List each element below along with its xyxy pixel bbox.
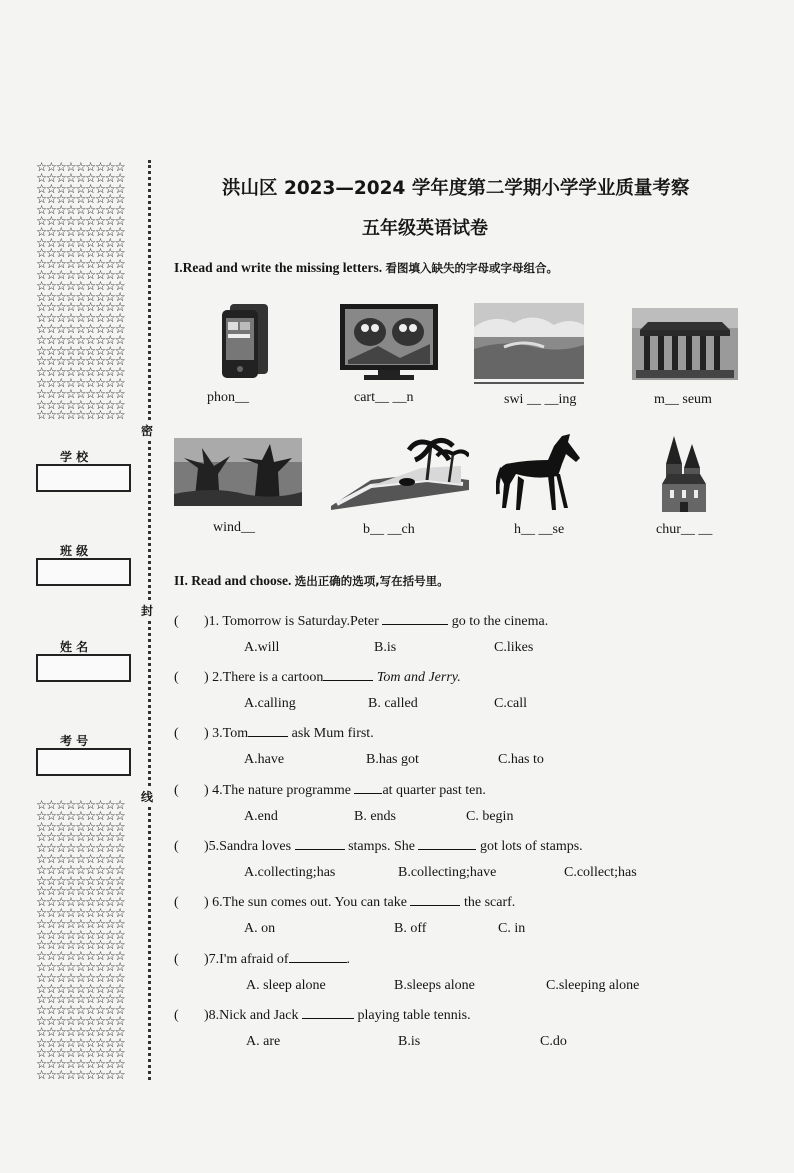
q2-option-a[interactable]: A.calling	[244, 696, 296, 711]
q3-option-c[interactable]: C.has to	[498, 752, 544, 767]
q5-option-b[interactable]: B.collecting;have	[398, 865, 497, 880]
star-row: ☆☆☆☆☆☆☆☆☆	[36, 850, 125, 866]
answer-blank[interactable]	[354, 781, 382, 794]
star-row: ☆☆☆☆☆☆☆☆☆	[36, 872, 125, 888]
question-2: ( ) 2.There is a cartoon Tom and Jerry.	[174, 670, 461, 685]
exam-title: 洪山区 2023—2024 学年度第二学期小学学业质量考察	[222, 178, 690, 199]
missing-word-2: cart__ __n	[354, 390, 414, 405]
question-8: ( )8.Nick and Jack playing table tennis.	[174, 1008, 471, 1023]
class-field[interactable]	[36, 558, 131, 586]
school-field[interactable]	[36, 464, 131, 492]
q7-option-a[interactable]: A. sleep alone	[246, 978, 326, 993]
star-row: ☆☆☆☆☆☆☆☆☆	[36, 364, 125, 380]
q2-option-b[interactable]: B. called	[368, 696, 418, 711]
q5-option-c[interactable]: C.collect;has	[564, 865, 637, 880]
windy-trees-icon	[174, 438, 302, 506]
star-row: ☆☆☆☆☆☆☆☆☆	[36, 277, 125, 293]
answer-blank[interactable]	[410, 893, 460, 906]
star-row: ☆☆☆☆☆☆☆☆☆	[36, 310, 125, 326]
answer-blank[interactable]	[323, 668, 373, 681]
seal-mark-xian: 线	[141, 786, 153, 807]
question-6: ( ) 6.The sun comes out. You can take the scarf.	[174, 895, 516, 910]
q4-option-c[interactable]: C. begin	[466, 809, 514, 824]
star-row: ☆☆☆☆☆☆☆☆☆	[36, 234, 125, 250]
star-row: ☆☆☆☆☆☆☆☆☆	[36, 937, 125, 953]
star-row: ☆☆☆☆☆☆☆☆☆	[36, 991, 125, 1007]
star-row: ☆☆☆☆☆☆☆☆☆	[36, 288, 125, 304]
star-row: ☆☆☆☆☆☆☆☆☆	[36, 191, 125, 207]
star-row: ☆☆☆☆☆☆☆☆☆	[36, 948, 125, 964]
answer-blank[interactable]	[382, 612, 448, 625]
star-row: ☆☆☆☆☆☆☆☆☆	[36, 1056, 125, 1072]
missing-word-7: h__ __se	[514, 522, 565, 537]
answer-blank[interactable]	[248, 724, 288, 737]
star-row: ☆☆☆☆☆☆☆☆☆	[36, 861, 125, 877]
star-row: ☆☆☆☆☆☆☆☆☆	[36, 807, 125, 823]
star-row: ☆☆☆☆☆☆☆☆☆	[36, 926, 125, 942]
star-row: ☆☆☆☆☆☆☆☆☆	[36, 980, 125, 996]
missing-word-1: phon__	[207, 390, 249, 405]
star-row: ☆☆☆☆☆☆☆☆☆	[36, 1045, 125, 1061]
q5-option-a[interactable]: A.collecting;has	[244, 865, 336, 880]
star-row: ☆☆☆☆☆☆☆☆☆	[36, 299, 125, 315]
star-row: ☆☆☆☆☆☆☆☆☆	[36, 818, 125, 834]
q8-option-a[interactable]: A. are	[246, 1034, 281, 1049]
star-row: ☆☆☆☆☆☆☆☆☆	[36, 223, 125, 239]
name-field[interactable]	[36, 654, 131, 682]
star-row: ☆☆☆☆☆☆☆☆☆	[36, 883, 125, 899]
star-row: ☆☆☆☆☆☆☆☆☆	[36, 266, 125, 282]
missing-word-8: chur__ __	[656, 522, 713, 537]
q4-option-a[interactable]: A.end	[244, 809, 278, 824]
star-row: ☆☆☆☆☆☆☆☆☆	[36, 256, 125, 272]
star-row: ☆☆☆☆☆☆☆☆☆	[36, 840, 125, 856]
q7-option-c[interactable]: C.sleeping alone	[546, 978, 640, 993]
question-7: ( )7.I'm afraid of .	[174, 952, 351, 967]
section1-heading: I.Read and write the missing letters. 看图填入缺失的字母或字母组合。	[174, 260, 558, 275]
q3-option-b[interactable]: B.has got	[366, 752, 419, 767]
star-row: ☆☆☆☆☆☆☆☆☆	[36, 245, 125, 261]
star-row: ☆☆☆☆☆☆☆☆☆	[36, 829, 125, 845]
star-border-top	[36, 162, 130, 424]
exam-number-label: 考 号	[60, 734, 89, 748]
star-row: ☆☆☆☆☆☆☆☆☆	[36, 894, 125, 910]
q3-option-a[interactable]: A.have	[244, 752, 285, 767]
star-row: ☆☆☆☆☆☆☆☆☆	[36, 396, 125, 412]
question-4: ( ) 4.The nature programme at quarter past ten.	[174, 783, 486, 798]
star-row: ☆☆☆☆☆☆☆☆☆	[36, 969, 125, 985]
star-row: ☆☆☆☆☆☆☆☆☆	[36, 407, 125, 423]
star-row: ☆☆☆☆☆☆☆☆☆	[36, 800, 125, 812]
q1-option-a[interactable]: A.will	[244, 640, 280, 655]
star-row: ☆☆☆☆☆☆☆☆☆	[36, 1023, 125, 1039]
seal-mark-feng: 封	[141, 600, 153, 621]
swimming-icon	[474, 303, 584, 385]
question-1: ( )1. Tomorrow is Saturday.Peter go to the cinema.	[174, 614, 549, 629]
question-5: ( )5.Sandra loves stamps. She got lots of stamps.	[174, 839, 583, 854]
cartoon-tv-icon	[338, 302, 440, 382]
museum-icon	[632, 308, 738, 380]
section2-heading: II. Read and choose. 选出正确的选项,写在括号里。	[174, 573, 449, 588]
star-row: ☆☆☆☆☆☆☆☆☆	[36, 1034, 125, 1050]
star-row: ☆☆☆☆☆☆☆☆☆	[36, 915, 125, 931]
star-row: ☆☆☆☆☆☆☆☆☆	[36, 342, 125, 358]
q6-option-a[interactable]: A. on	[244, 921, 276, 936]
star-row: ☆☆☆☆☆☆☆☆☆	[36, 162, 125, 174]
q7-option-b[interactable]: B.sleeps alone	[394, 978, 475, 993]
q8-option-c[interactable]: C.do	[540, 1034, 567, 1049]
q6-option-c[interactable]: C. in	[498, 921, 526, 936]
phone-icon	[220, 302, 272, 380]
q1-option-b[interactable]: B.is	[374, 640, 397, 655]
school-label: 学 校	[60, 450, 89, 464]
star-row: ☆☆☆☆☆☆☆☆☆	[36, 212, 125, 228]
missing-word-6: b__ __ch	[363, 522, 415, 537]
answer-blank[interactable]	[289, 950, 347, 963]
q6-option-b[interactable]: B. off	[394, 921, 427, 936]
answer-blank[interactable]	[418, 837, 476, 850]
q2-option-c[interactable]: C.call	[494, 696, 528, 711]
horse-icon	[496, 432, 582, 512]
beach-icon	[331, 436, 469, 510]
q4-option-b[interactable]: B. ends	[354, 809, 396, 824]
question-3: ( ) 3.Tom ask Mum first.	[174, 726, 374, 741]
star-row: ☆☆☆☆☆☆☆☆☆	[36, 1012, 125, 1028]
answer-blank[interactable]	[295, 837, 345, 850]
name-label: 姓 名	[60, 640, 89, 654]
missing-word-5: wind__	[213, 520, 255, 535]
class-label: 班 级	[60, 544, 89, 558]
q8-option-b[interactable]: B.is	[398, 1034, 421, 1049]
seal-mark-mi: 密	[141, 420, 153, 441]
star-row: ☆☆☆☆☆☆☆☆☆	[36, 169, 125, 185]
star-row: ☆☆☆☆☆☆☆☆☆	[36, 353, 125, 369]
star-row: ☆☆☆☆☆☆☆☆☆	[36, 331, 125, 347]
star-row: ☆☆☆☆☆☆☆☆☆	[36, 385, 125, 401]
star-border-bottom	[36, 800, 130, 1082]
star-row: ☆☆☆☆☆☆☆☆☆	[36, 202, 125, 218]
star-row: ☆☆☆☆☆☆☆☆☆	[36, 1066, 125, 1082]
exam-number-field[interactable]	[36, 748, 131, 776]
star-row: ☆☆☆☆☆☆☆☆☆	[36, 374, 125, 390]
missing-word-4: m__ seum	[654, 392, 712, 407]
missing-word-3: swi __ __ing	[504, 392, 577, 407]
star-row: ☆☆☆☆☆☆☆☆☆	[36, 1002, 125, 1018]
star-row: ☆☆☆☆☆☆☆☆☆	[36, 320, 125, 336]
answer-blank[interactable]	[302, 1006, 354, 1019]
q1-option-c[interactable]: C.likes	[494, 640, 534, 655]
star-row: ☆☆☆☆☆☆☆☆☆	[36, 904, 125, 920]
star-row: ☆☆☆☆☆☆☆☆☆	[36, 180, 125, 196]
star-row: ☆☆☆☆☆☆☆☆☆	[36, 958, 125, 974]
exam-subtitle: 五年级英语试卷	[362, 218, 488, 239]
church-icon	[660, 434, 708, 516]
